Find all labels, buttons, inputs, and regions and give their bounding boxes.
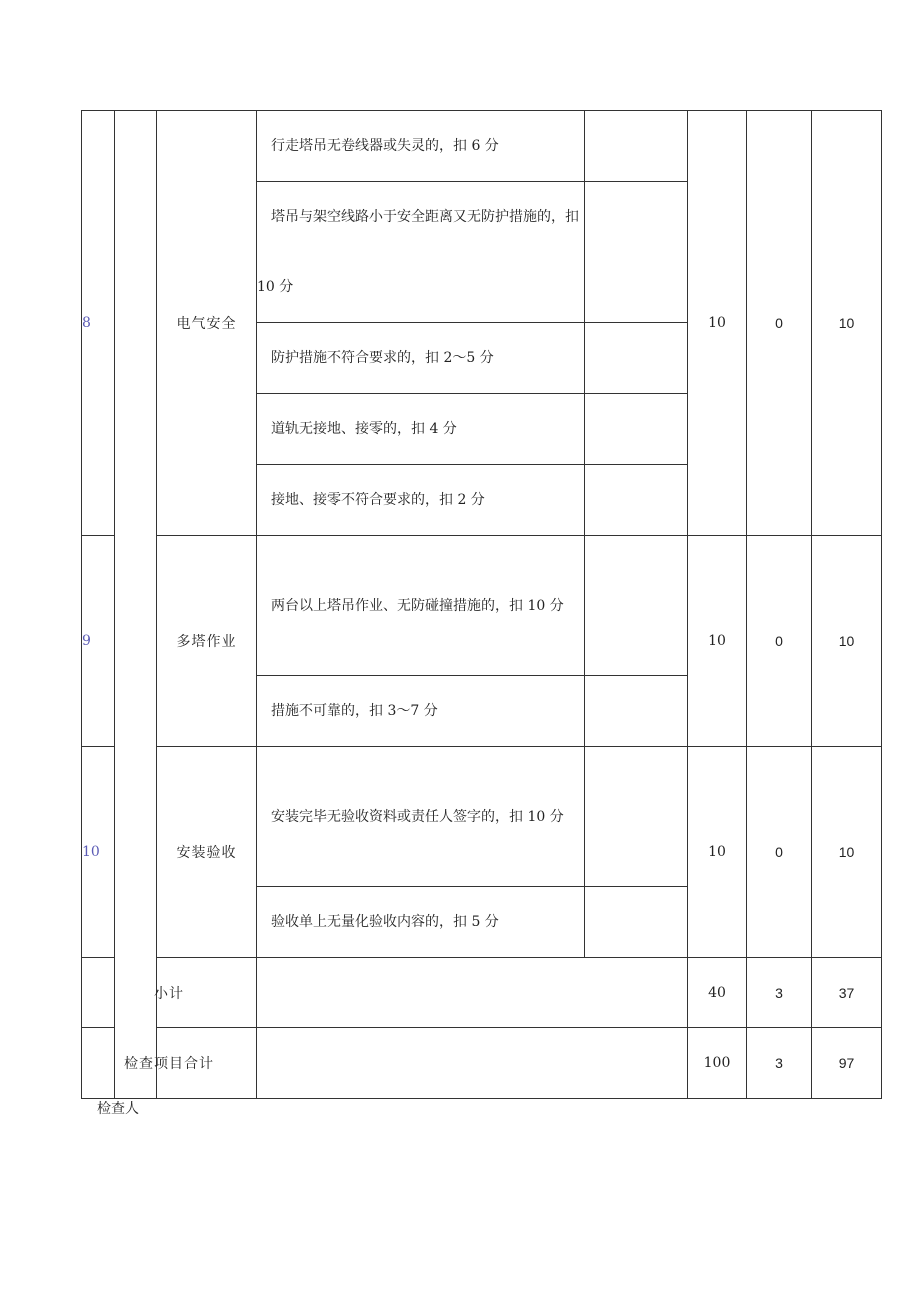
table-row [82,111,882,182]
row-number: 9 [82,536,115,747]
deducted-value: 0 [747,747,812,958]
inspector-label: 检查人 [97,1101,139,1117]
deduction-text [257,182,585,323]
subtotal-row [82,958,882,1028]
deducted-value: 0 [747,111,812,536]
total-actual: 97 [812,1028,882,1099]
deduction-cell [585,747,688,887]
inspection-table-container [81,110,882,1099]
item-name: 多塔作业 [157,536,257,747]
deduction-text: 验收单上无量化验收内容的，扣 5 分 [257,887,585,958]
deduction-text: 防护措施不符合要求的，扣 2～5 分 [257,323,585,394]
deduction-cell [585,394,688,465]
item-name: 电气安全 [157,111,257,536]
deduction-text: 行走塔吊无卷线器或失灵的，扣 6 分 [257,111,585,182]
deduction-text: 措施不可靠的，扣 3～7 分 [257,676,585,747]
deduction-text-wrap: 两台以上塔吊作业、无防碰撞措施的，扣 10 分 [271,597,564,614]
total-blank [257,1028,688,1099]
score-value: 10 [688,111,747,536]
inspection-table [81,110,882,1099]
actual-value: 10 [812,747,882,958]
deduction-text [257,747,585,887]
row-number: 8 [82,111,115,536]
deduction-cell [585,323,688,394]
subtotal-actual: 37 [812,958,882,1028]
row-number: 10 [82,747,115,958]
score-value: 10 [688,747,747,958]
total-label: 检查项目合计 [82,1028,257,1099]
total-score: 100 [688,1028,747,1099]
score-value: 10 [688,536,747,747]
deduction-cell [585,887,688,958]
table-row [82,536,882,676]
deduction-text-wrap: 安装完毕无验收资料或责任人签字的，扣 10 分 [271,808,564,825]
item-name: 安装验收 [157,747,257,958]
deduction-text: 道轨无接地、接零的，扣 4 分 [257,394,585,465]
deduction-cell [585,676,688,747]
subtotal-score: 40 [688,958,747,1028]
category-column [115,111,157,1099]
actual-value: 10 [812,111,882,536]
total-deducted: 3 [747,1028,812,1099]
actual-value: 10 [812,536,882,747]
deduction-text-wrap: 塔吊与架空线路小于安全距离又无防护措施的，扣 10 分 [257,209,579,295]
subtotal-label: 小计 [82,958,257,1028]
deduction-cell [585,111,688,182]
deduction-text: 接地、接零不符合要求的，扣 2 分 [257,465,585,536]
subtotal-deducted: 3 [747,958,812,1028]
deduction-cell [585,182,688,323]
deduction-cell [585,465,688,536]
deduction-text [257,536,585,676]
deducted-value: 0 [747,536,812,747]
total-row [82,1028,882,1099]
subtotal-blank [257,958,688,1028]
table-row [82,747,882,887]
deduction-cell [585,536,688,676]
